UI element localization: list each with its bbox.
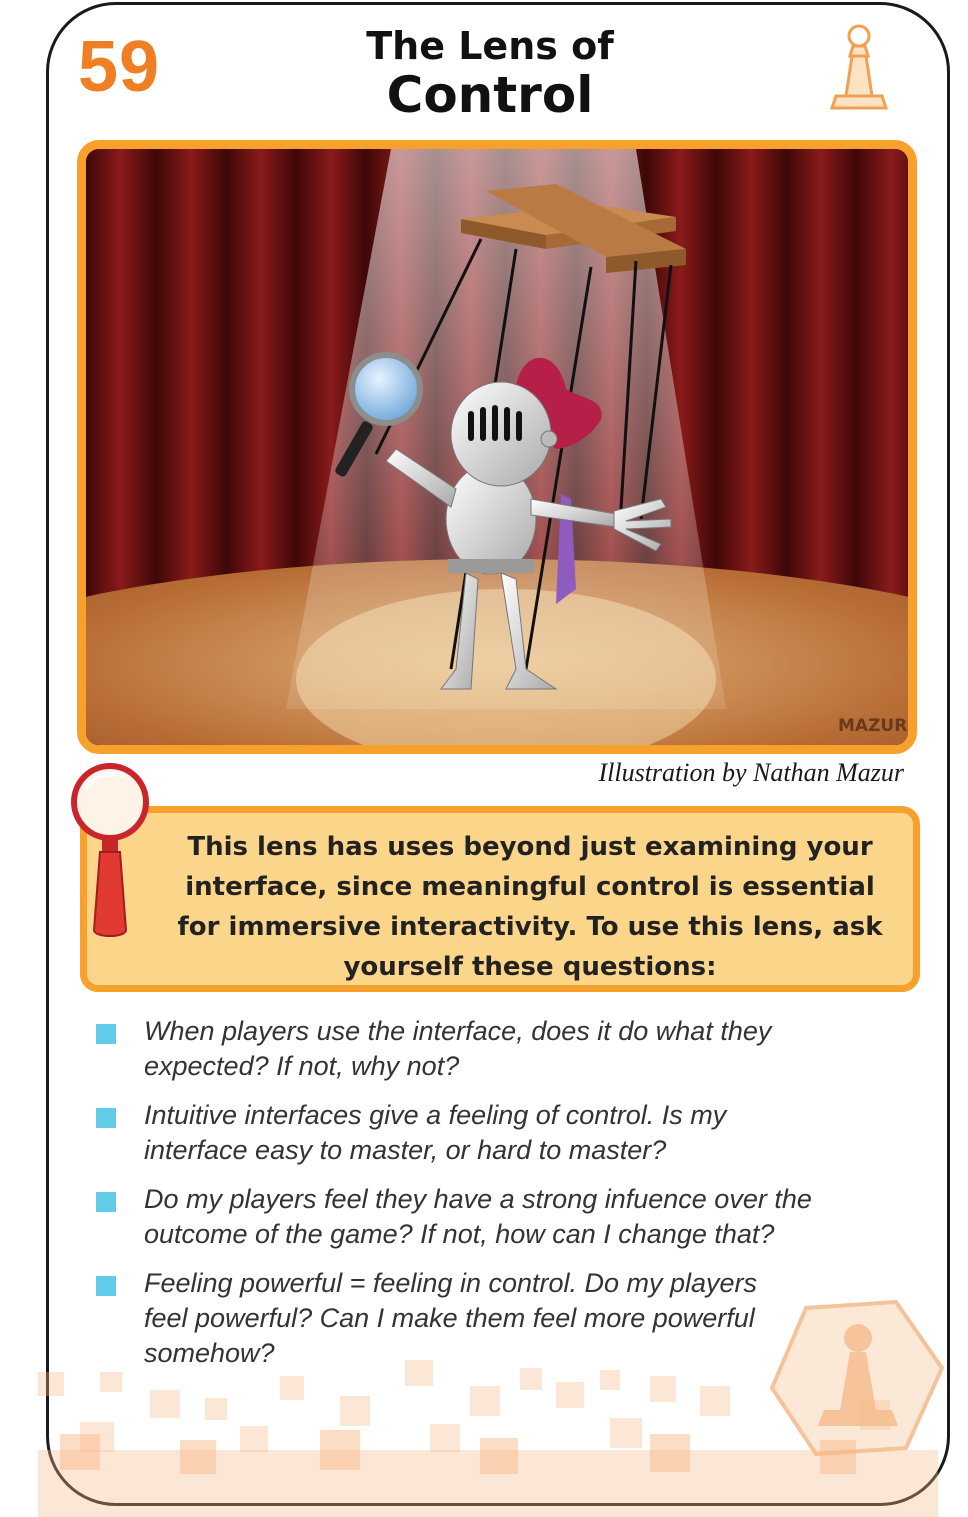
- question-text: Do my players feel they have a strong infuence over the outcome of the game? If not, how can I change that?: [144, 1184, 812, 1249]
- illustration-frame: [77, 140, 917, 754]
- pawn-icon: [826, 22, 892, 116]
- bullet-square-icon: [96, 1108, 116, 1128]
- title-line-2: Control: [386, 66, 594, 124]
- magnifying-glass-icon: [64, 762, 158, 942]
- intro-box: [80, 806, 920, 992]
- question-text: When players use the interface, does it do what they expected? If not, why not?: [144, 1016, 772, 1081]
- bullet-square-icon: [96, 1276, 116, 1296]
- card-title: [300, 24, 680, 122]
- list-item: [96, 1182, 896, 1252]
- card-number: 59: [78, 27, 161, 107]
- title-line-1: The Lens of: [366, 24, 614, 68]
- artist-signature: MAZUR: [838, 716, 908, 736]
- pixel-pattern-decoration: [0, 1330, 968, 1517]
- list-item: [96, 1014, 896, 1084]
- bullet-square-icon: [96, 1192, 116, 1212]
- list-item: [96, 1098, 896, 1168]
- question-text: Intuitive interfaces give a feeling of control. Is my interface easy to master, or hard to master?: [144, 1100, 727, 1165]
- puppet-knight-illustration: [86, 149, 908, 745]
- bullet-square-icon: [96, 1024, 116, 1044]
- illustration-credit: Illustration by Nathan Mazur: [598, 758, 904, 787]
- question-text: Feeling powerful = feeling in control. Do my players feel powerful? Can I make them feel more powerful somehow?: [144, 1268, 758, 1368]
- intro-text: This lens has uses beyond just examining your interface, since meaningful control is essential for immersive interactivity. To use this lens, ask yourself these questions:: [177, 832, 883, 982]
